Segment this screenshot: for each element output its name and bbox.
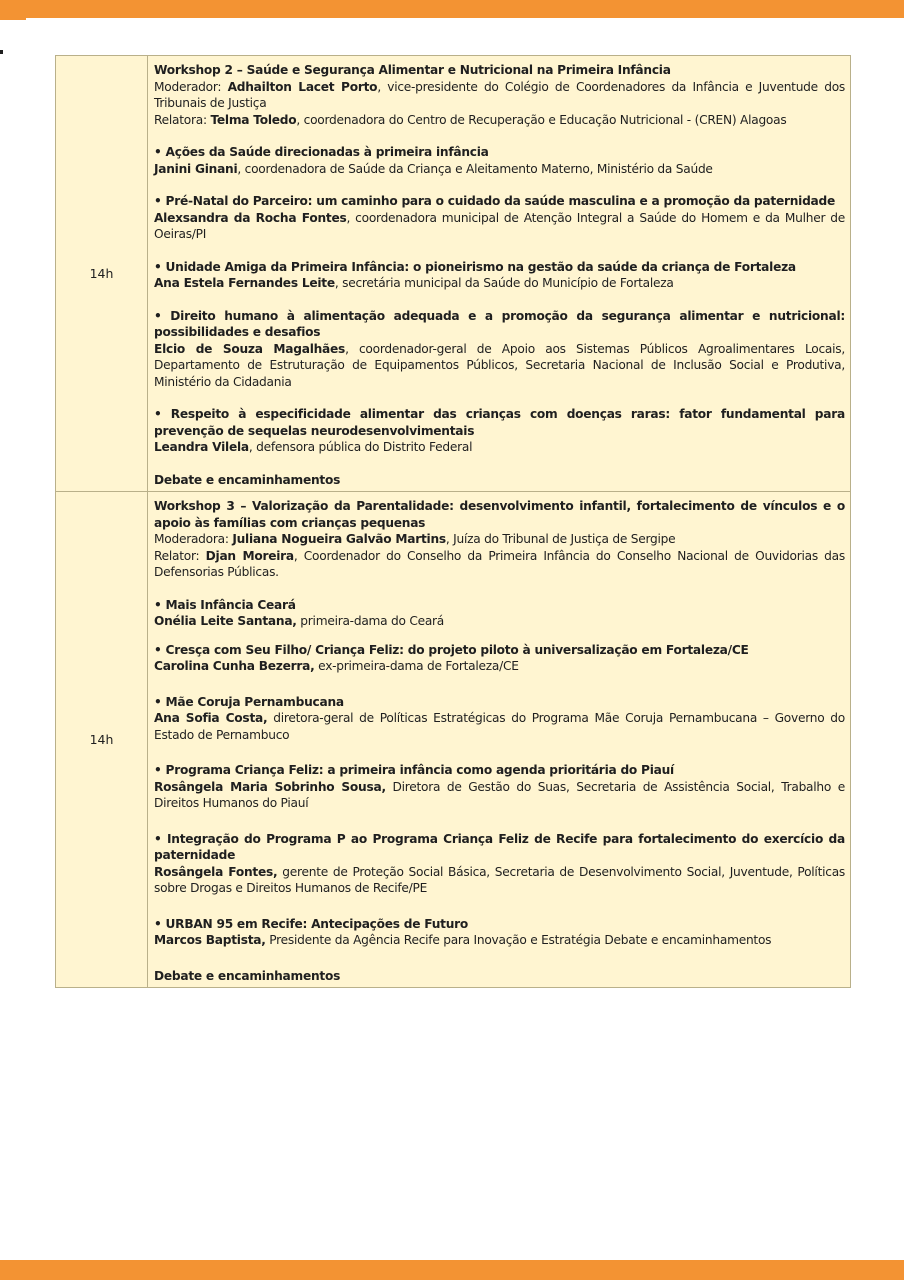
speaker-desc: , coordenadora municipal de Atenção Integral a Saúde do Homem e da Mulher de Oeiras/PI [154, 210, 846, 241]
talk-title: • Programa Criança Feliz: a primeira infância como agenda prioritária do Piauí [154, 763, 674, 777]
speaker-desc: diretora-geral de Políticas Estratégicas do Programa Mãe Coruja Pernambucana – Governo do Estado de Pernambuco [154, 711, 845, 742]
speaker-desc: Presidente da Agência Recife para Inovação e Estratégia Debate e encaminhamentos [265, 933, 772, 947]
moderator-name: Adhailton Lacet Porto [227, 79, 378, 94]
top-orange-bar [0, 0, 904, 18]
speaker-line [154, 658, 845, 675]
schedule-table [55, 55, 851, 988]
schedule-row-workshop-3 [56, 492, 851, 988]
talk-title: • Direito humano à alimentação adequada e a promoção da segurança alimentar e nutricional: possibilidades e desafios [154, 308, 845, 339]
moderator-line [154, 531, 845, 548]
session-title: Workshop 2 – Saúde e Segurança Alimentar e Nutricional na Primeira Infância [154, 63, 671, 77]
talk-title: • Cresça com Seu Filho/ Criança Feliz: do projeto piloto à universalização em Fortaleza/CE [154, 642, 749, 657]
rapporteur-line [154, 548, 845, 581]
speaker-line [154, 613, 845, 630]
session-title: Workshop 3 – Valorização da Parentalidade: desenvolvimento infantil, fortalecimento de vínculos e o apoio às famílias com crianças pequenas [154, 499, 845, 530]
speaker-line [154, 932, 845, 949]
page-edge-mark [0, 50, 3, 54]
time-cell: 14h [56, 56, 148, 492]
closing-line: Debate e encaminhamentos [154, 968, 341, 983]
speaker-name: Leandra Vilela [154, 440, 249, 454]
session-content [148, 492, 851, 988]
time-cell: 14h [56, 492, 148, 988]
moderator-desc: , Juíza do Tribunal de Justiça de Sergipe [445, 532, 676, 546]
talk-title: • URBAN 95 em Recife: Antecipações de Futuro [154, 916, 469, 931]
moderator-line [154, 79, 845, 112]
talk-title: • Respeito à especificidade alimentar das crianças com doenças raras: fator fundamental para prevenção de sequelas neurodesenvolvimentais [154, 407, 845, 438]
speaker-line [154, 864, 845, 897]
moderator-desc: , vice-presidente do Colégio de Coordenadores da Infância e Juventude dos Tribunais de Justiça [154, 79, 846, 110]
bottom-orange-bar [0, 1260, 904, 1280]
rapporteur-line [154, 112, 845, 129]
speaker-name: Alexsandra da Rocha Fontes [154, 210, 347, 225]
speaker-line [154, 210, 845, 243]
talk-title: • Integração do Programa P ao Programa Criança Feliz de Recife para fortalecimento do exercício da paternidade [154, 831, 845, 862]
moderator-label: Moderadora: [154, 532, 233, 546]
speaker-desc: , defensora pública do Distrito Federal [248, 440, 473, 454]
speaker-line [154, 710, 845, 743]
speaker-name: Carolina Cunha Bezerra, [154, 659, 315, 673]
speaker-name: Janini Ginani [154, 161, 238, 176]
talk-title: • Ações da Saúde direcionadas à primeira infância [154, 145, 489, 159]
speaker-line [154, 341, 845, 391]
speaker-desc: primeira-dama do Ceará [296, 614, 445, 628]
speaker-desc: gerente de Proteção Social Básica, Secretaria de Desenvolvimento Social, Juventude, Políticas sobre Drogas e Direitos Humanos de Recife/PE [154, 864, 846, 895]
top-accent-line [0, 18, 26, 20]
speaker-line [154, 779, 845, 812]
speaker-desc: Diretora de Gestão do Suas, Secretaria de Assistência Social, Trabalho e Direitos Humanos do Piauí [154, 779, 845, 810]
moderator-label: Moderador: [154, 79, 228, 94]
speaker-line [154, 275, 845, 292]
talk-title: • Mais Infância Ceará [154, 597, 296, 612]
speaker-name: Onélia Leite Santana, [154, 614, 297, 628]
speaker-name: Ana Estela Fernandes Leite [154, 276, 335, 290]
rapporteur-label: Relatora: [154, 112, 211, 127]
speaker-name: Marcos Baptista, [154, 933, 266, 947]
session-content [148, 56, 851, 492]
rapporteur-name: Djan Moreira [205, 548, 294, 563]
talk-title: • Pré-Natal do Parceiro: um caminho para o cuidado da saúde masculina e a promoção da paternidade [154, 194, 836, 208]
moderator-name: Juliana Nogueira Galvão Martins [232, 532, 446, 546]
speaker-name: Rosângela Maria Sobrinho Sousa, [154, 779, 386, 794]
talk-title: • Mãe Coruja Pernambucana [154, 694, 344, 709]
speaker-name: Elcio de Souza Magalhães [154, 341, 346, 356]
rapporteur-desc: , coordenadora do Centro de Recuperação e Educação Nutricional - (CREN) Alagoas [296, 112, 787, 127]
speaker-desc: , secretária municipal da Saúde do Município de Fortaleza [334, 276, 674, 290]
schedule-row-workshop-2 [56, 56, 851, 492]
speaker-name: Ana Sofia Costa, [154, 711, 268, 725]
speaker-name: Rosângela Fontes, [154, 864, 278, 879]
speaker-desc: , coordenador-geral de Apoio aos Sistemas Públicos Agroalimentares Locais, Departamento de Estruturação de Equipamentos Públicos, Secretaria Nacional de Inclusão Social e Produtiva, Ministério da Cidadania [154, 341, 846, 389]
speaker-line [154, 161, 845, 178]
rapporteur-label: Relator: [154, 548, 206, 563]
closing-line: Debate e encaminhamentos [154, 472, 341, 487]
speaker-desc: ex-primeira-dama de Fortaleza/CE [314, 659, 519, 673]
speaker-line [154, 439, 845, 456]
rapporteur-desc: , Coordenador do Conselho da Primeira Infância do Conselho Nacional de Ouvidorias das Defensorias Públicas. [154, 548, 845, 579]
speaker-desc: , coordenadora de Saúde da Criança e Aleitamento Materno, Ministério da Saúde [237, 161, 713, 176]
rapporteur-name: Telma Toledo [210, 112, 297, 127]
talk-title: • Unidade Amiga da Primeira Infância: o pioneirismo na gestão da saúde da criança de Fortaleza [154, 259, 796, 274]
